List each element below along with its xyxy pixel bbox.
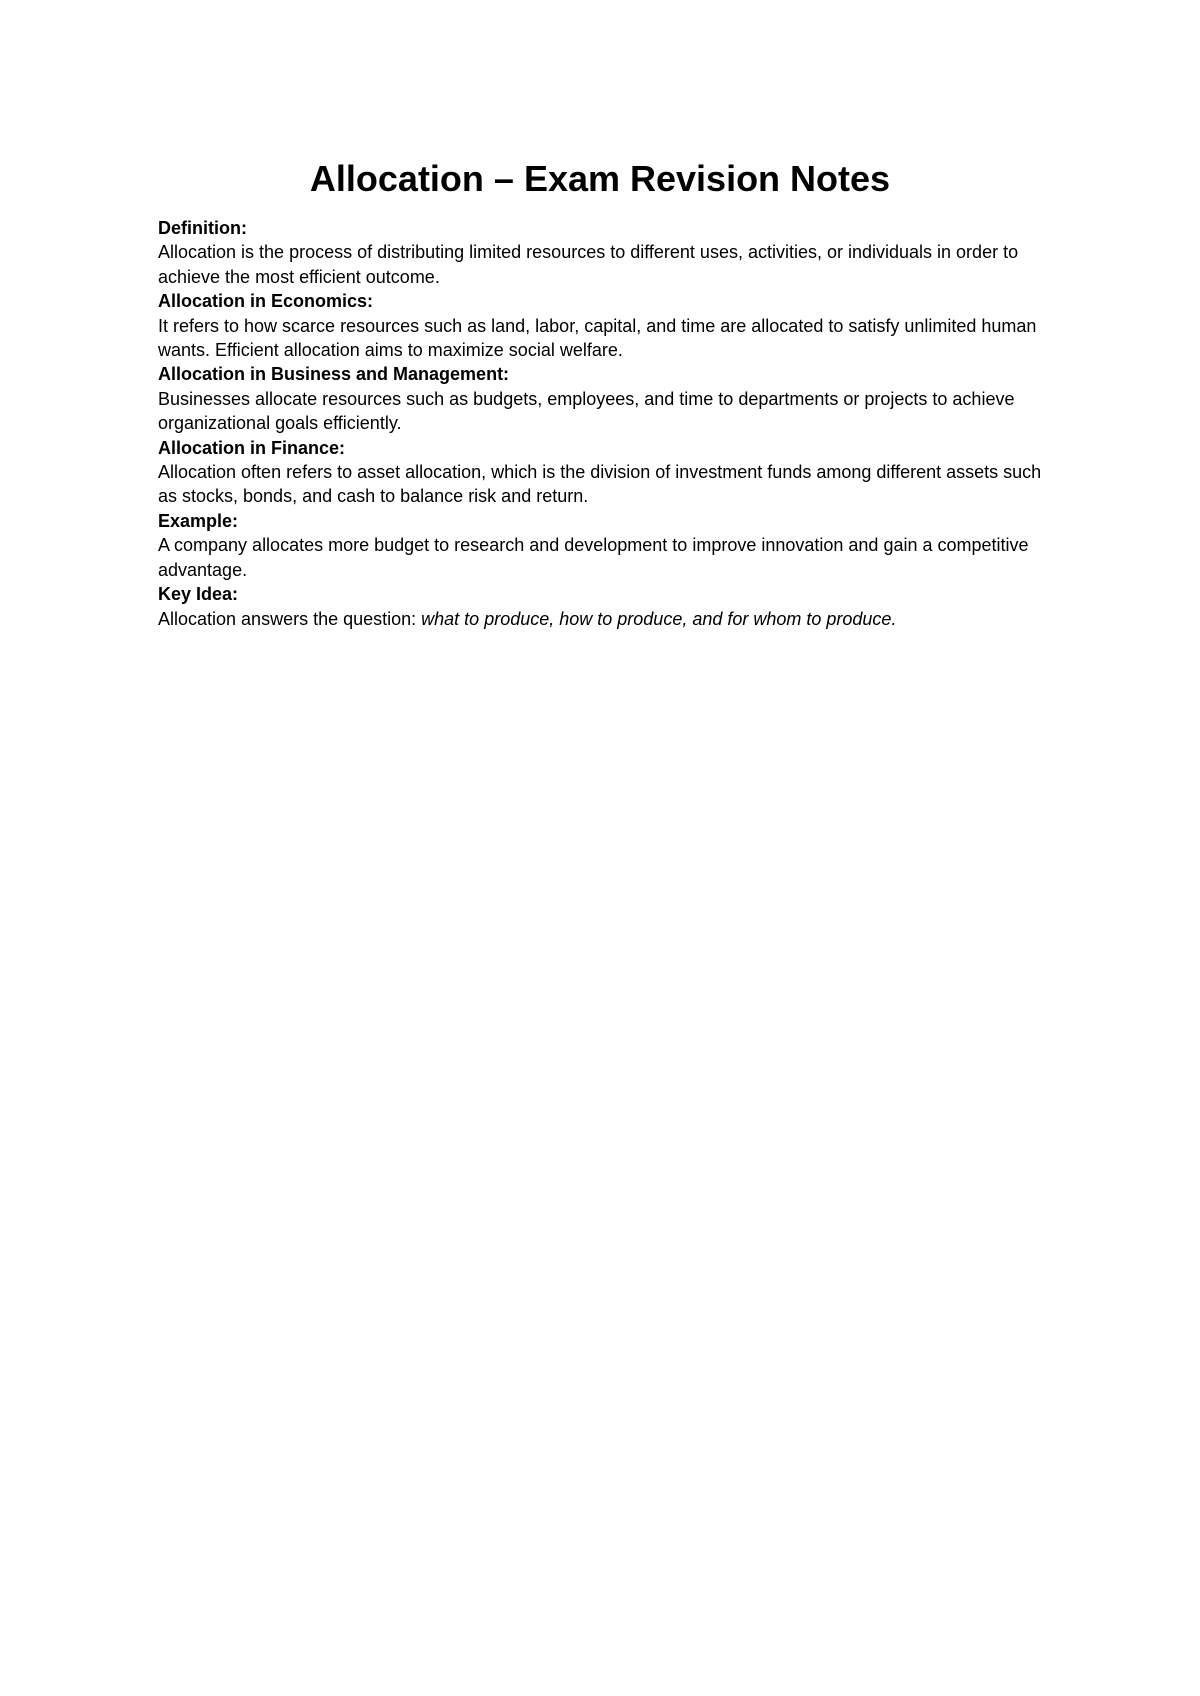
section-heading-economics: Allocation in Economics:	[158, 291, 374, 312]
section-text-definition: Allocation is the process of distributing limited resources to different uses, activities, or individuals in order to achieve the most efficient outcome.	[158, 242, 1019, 287]
document-title: Allocation – Exam Revision Notes	[309, 158, 891, 199]
section-text-economics: It refers to how scarce resources such as land, labor, capital, and time are allocated to satisfy unlimited human wants. Efficient allocation aims to maximize social welfare.	[158, 315, 1037, 361]
section-text-key-idea	[158, 607, 1058, 631]
section-text-example: A company allocates more budget to research and development to improve innovation and gain a competitive advantage.	[158, 535, 1029, 580]
key-idea-prefix: Allocation answers the question:	[158, 608, 422, 629]
section-heading-business: Allocation in Business and Management:	[158, 364, 510, 385]
section-heading-finance: Allocation in Finance:	[158, 437, 346, 458]
section-heading-key-idea: Key Idea:	[158, 584, 239, 605]
section-text-business: Businesses allocate resources such as budgets, employees, and time to departments or projects to achieve organizational goals efficiently.	[158, 388, 1015, 434]
key-idea-emphasis: what to produce, how to produce, and for whom to produce.	[421, 608, 897, 629]
section-text-finance: Allocation often refers to asset allocation, which is the division of investment funds among different assets such as stocks, bonds, and cash to balance risk and return.	[158, 462, 1042, 507]
document-body	[158, 216, 1058, 631]
section-heading-example: Example:	[158, 510, 239, 531]
section-heading-definition: Definition:	[158, 218, 247, 238]
